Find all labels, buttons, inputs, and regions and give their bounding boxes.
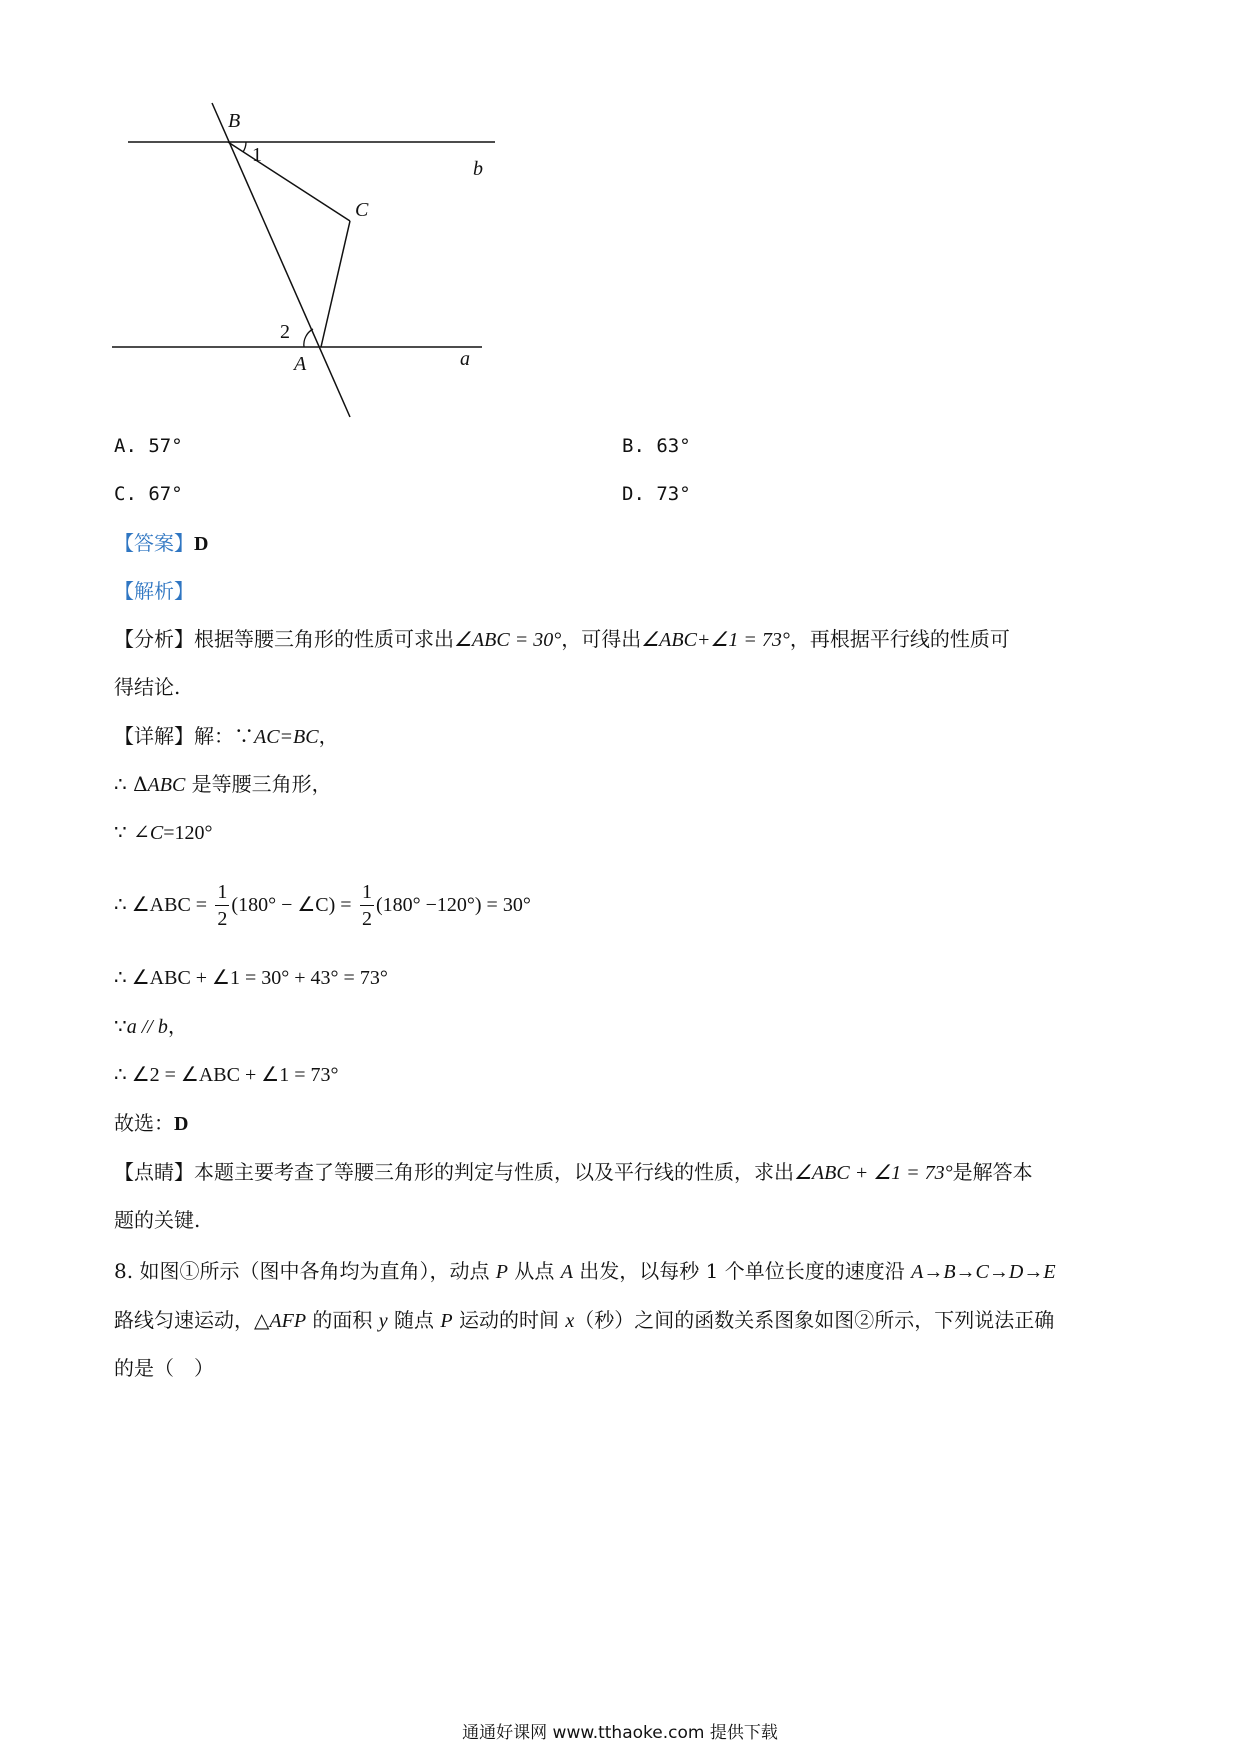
answer-tag: 【答案】: [114, 531, 194, 555]
label-line-b: b: [473, 158, 483, 180]
detail-l3-pre: ∵ ∠: [114, 820, 150, 844]
fraction-1-numerator: 1: [215, 879, 229, 906]
fenxi-line-2: 得结论.: [114, 675, 181, 699]
answer-value: D: [194, 533, 209, 555]
detail-l2-math: ABC: [147, 774, 186, 796]
detail-l2-post: 是等腰三角形，: [185, 772, 332, 796]
detail-l6-math: a // b: [126, 1016, 168, 1038]
analysis-tag: 【解析】: [114, 579, 194, 603]
q8-line-3: 的是（ ）: [114, 1356, 214, 1380]
dianjing-math-1: ∠ABC + ∠1 = 73°: [794, 1162, 953, 1184]
fraction-half-2: [360, 879, 374, 932]
answer-line: [114, 528, 208, 559]
geometry-figure: [110, 95, 510, 425]
option-c: C. 67°: [114, 483, 183, 505]
q8-l1-c: 出发，以每秒 1 个单位长度的速度沿: [572, 1259, 912, 1283]
fenxi-math-1: ∠ABC = 30°: [454, 629, 562, 651]
fraction-half-1: [215, 879, 229, 932]
detail-l4-post: (180° −120°) = 30°: [375, 894, 531, 916]
fenxi-text-1: 根据等腰三角形的性质可求出: [194, 627, 454, 651]
q8-l2-afp: AFP: [269, 1310, 307, 1332]
fraction-2-denominator: 2: [361, 908, 372, 930]
detail-l3-post: =120°: [163, 822, 213, 844]
detail-text-2: ，: [318, 724, 339, 748]
detail-l3-math: C: [149, 822, 164, 844]
label-a-point: A: [294, 353, 307, 375]
detail-l6-post: ，: [167, 1014, 188, 1038]
fenxi-tag: 【分析】: [114, 627, 194, 651]
q8-l2-c: 随点: [387, 1308, 441, 1332]
fraction-1-denominator: 2: [217, 908, 228, 930]
q8-line-1: [114, 1256, 1056, 1287]
label-c-point: C: [355, 199, 369, 221]
q8-l2-a: 路线匀速运动，△: [114, 1308, 270, 1332]
dianjing-tag: 【点睛】: [114, 1160, 194, 1184]
detail-line-3: [114, 817, 212, 848]
q8-l1-path: A→B→C→D→E: [911, 1261, 1056, 1283]
angle-2-arc: [304, 329, 313, 347]
q8-l1-p: P: [495, 1261, 509, 1283]
fenxi-text-2: ，可得出: [561, 627, 642, 651]
q8-l2-p: P: [440, 1310, 453, 1332]
fenxi-math-2: ∠ABC+∠1 = 73°: [641, 629, 790, 651]
detail-line-8: [114, 1108, 188, 1139]
detail-line-1: [114, 721, 339, 752]
dianjing-line-2: 题的关键.: [114, 1208, 201, 1232]
label-b-point: B: [228, 110, 241, 132]
detail-l4-mid: (180° − ∠C) =: [231, 894, 352, 916]
detail-line-7: ∴ ∠2 = ∠ABC + ∠1 = 73°: [114, 1064, 339, 1086]
page-footer: 通通好课网 www.tthaoke.com 提供下载: [462, 1723, 778, 1743]
transversal-line: [212, 103, 350, 417]
detail-math-1: AC=BC: [254, 726, 319, 748]
q8-l1-point-a: A: [560, 1261, 573, 1283]
detail-line-4: [114, 876, 531, 933]
segment-ca: [321, 221, 350, 347]
option-b: B. 63°: [622, 435, 691, 457]
q8-l2-y: y: [378, 1310, 388, 1332]
q8-l2-d: 运动的时间: [452, 1308, 566, 1332]
dianjing-text-2: 是解答本: [952, 1160, 1033, 1184]
fraction-2-numerator: 1: [360, 879, 374, 906]
q8-l2-x: x: [565, 1310, 575, 1332]
parallel-lines-diagram: [110, 95, 510, 425]
detail-l8-pre: 故选：: [114, 1111, 174, 1135]
detail-tag: 【详解】: [114, 724, 194, 748]
detail-l2-pre: ∴ Δ: [114, 772, 148, 796]
angle-1-arc: [243, 142, 246, 152]
q8-l1-b: 从点: [508, 1259, 561, 1283]
detail-line-5: ∴ ∠ABC + ∠1 = 30° + 43° = 73°: [114, 967, 388, 989]
label-angle-2: 2: [280, 321, 290, 343]
q8-l1-a: 8. 如图①所示（图中各角均为直角），动点: [114, 1259, 496, 1283]
dianjing-text-1: 本题主要考查了等腰三角形的判定与性质，以及平行线的性质，求出: [194, 1160, 794, 1184]
analysis-heading: [114, 576, 194, 606]
detail-l8-value: D: [174, 1113, 189, 1135]
dianjing-line-1: [114, 1157, 1033, 1188]
option-d: D. 73°: [622, 483, 691, 505]
q8-l2-b: 的面积: [306, 1308, 379, 1332]
q8-line-2: [114, 1305, 1054, 1336]
fenxi-text-3: ，再根据平行线的性质可: [789, 627, 1010, 651]
detail-line-2: [114, 769, 332, 800]
fenxi-line-1: [114, 624, 1010, 655]
detail-l4-pre: ∴ ∠ABC =: [114, 894, 208, 916]
detail-line-6: [114, 1011, 188, 1042]
label-line-a: a: [460, 348, 470, 370]
option-a: A. 57°: [114, 435, 183, 457]
detail-text-1: 解：∵: [194, 724, 254, 748]
detail-l6-pre: ∵: [114, 1014, 127, 1038]
q8-l2-e: （秒）之间的函数关系图象如图②所示，下列说法正确: [574, 1308, 1055, 1332]
label-angle-1: 1: [252, 144, 262, 166]
